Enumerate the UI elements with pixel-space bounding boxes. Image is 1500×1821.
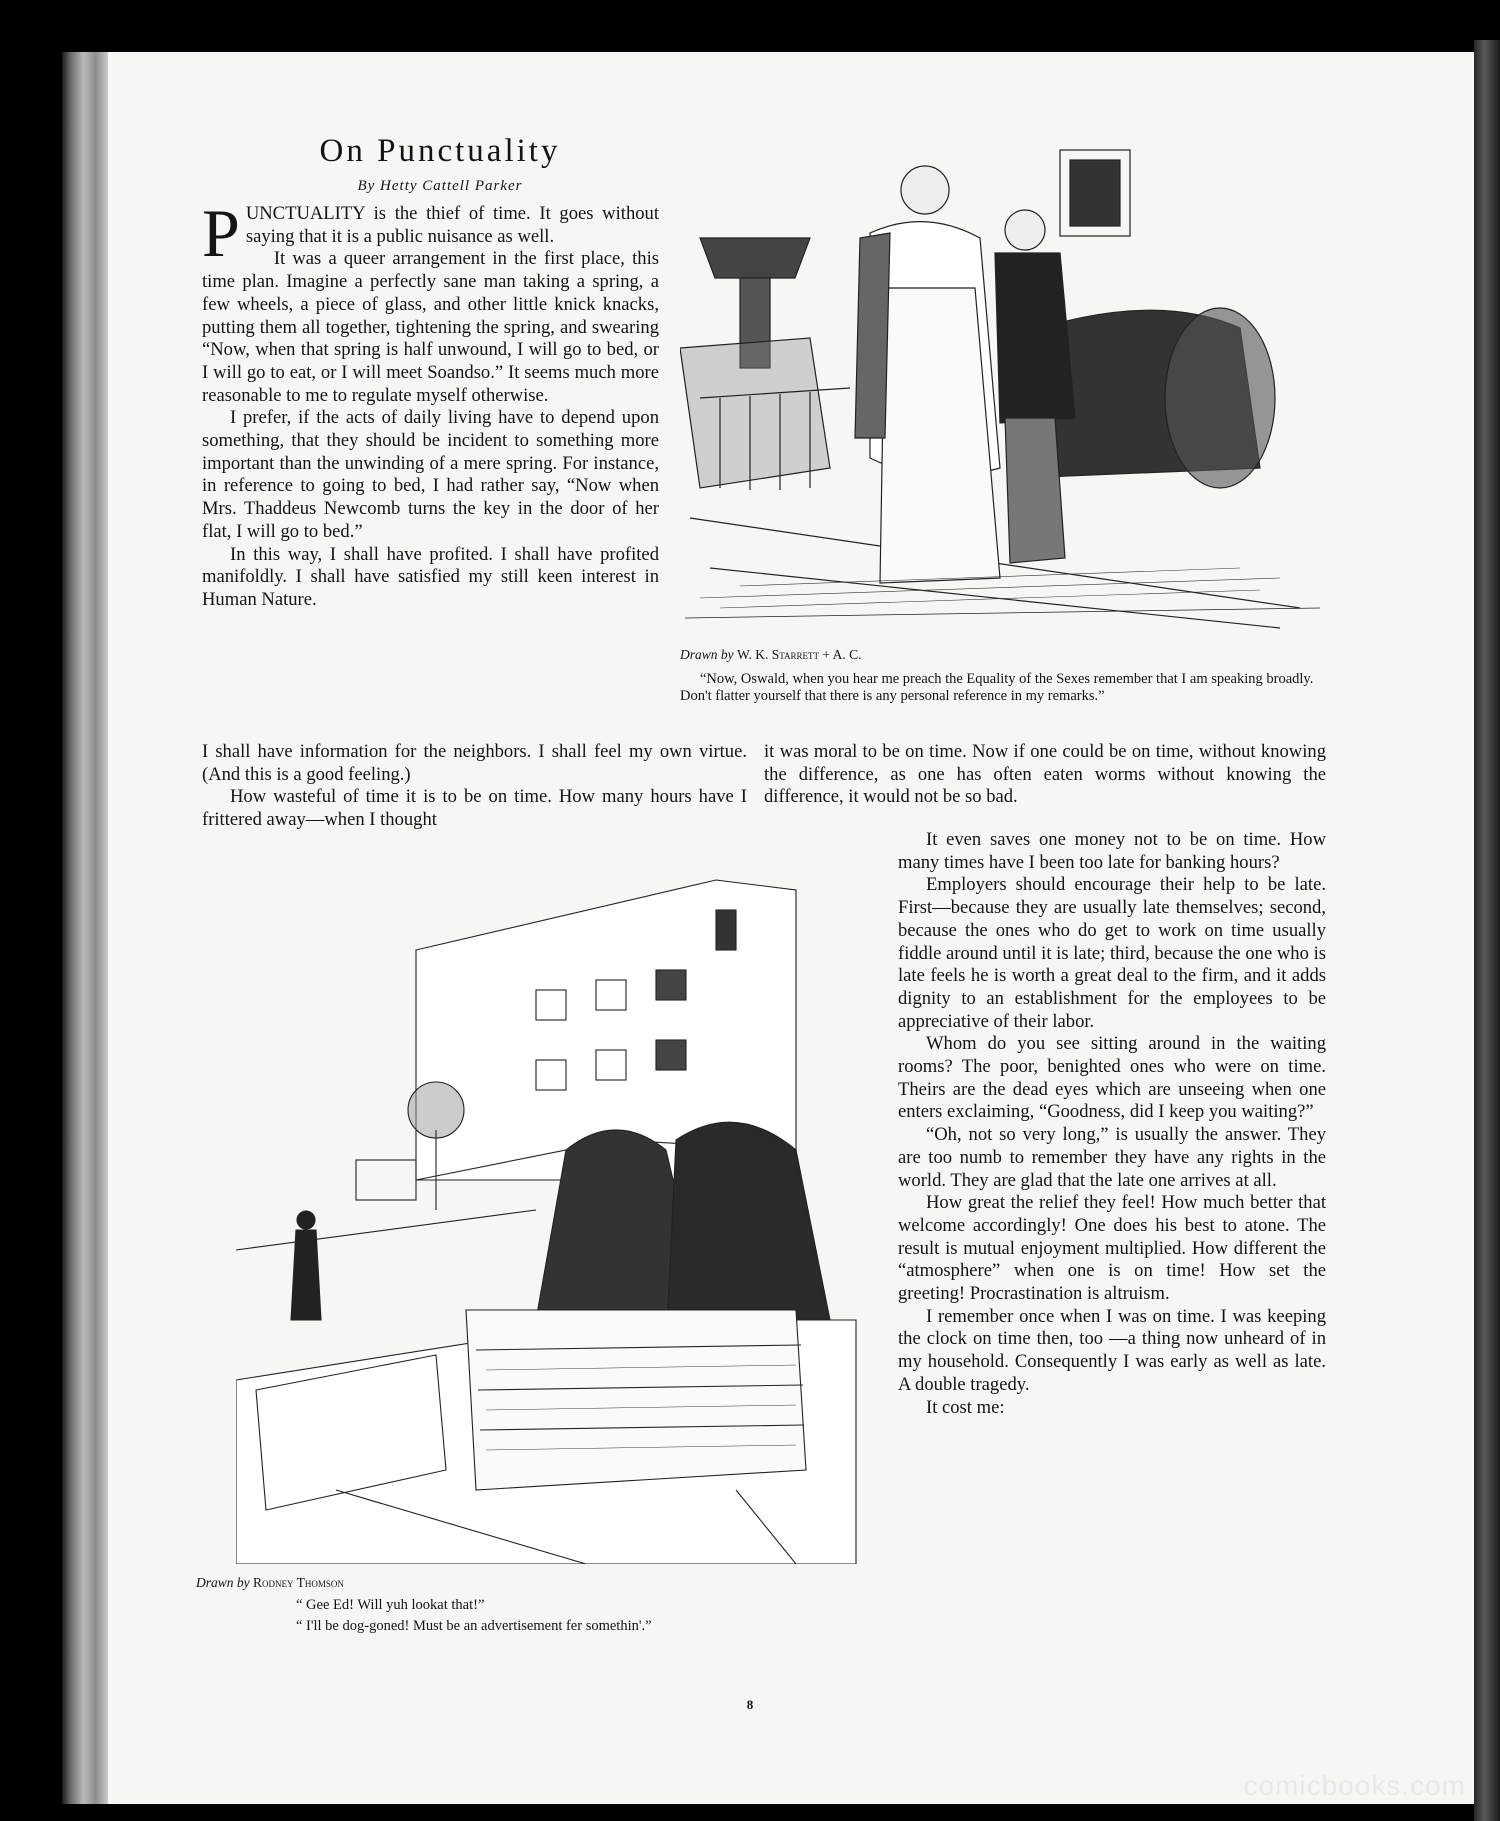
paragraph-10: How great the relief they feel! How much better that welcome accordingly! One does his best to atone. The result is mutual enjoyment multiplied. How different the “atmosphere” when one is on time! How set the greeting! Procrastination is altruism.	[898, 1192, 1326, 1305]
paragraph-1	[202, 195, 659, 271]
illustration-parlor	[680, 138, 1328, 638]
column-left-upper	[202, 195, 659, 612]
credit-prefix: Drawn by	[196, 1575, 250, 1590]
illustration-2-credit	[196, 1575, 496, 1591]
credit-prefix: Drawn by	[680, 647, 734, 662]
site-watermark: comicbooks.com	[1243, 1770, 1466, 1801]
street-drawing	[236, 850, 868, 1564]
paragraph-2: It was a queer arrangement in the first place, this time plan. Imagine a perfectly sane man taking a spring, a few wheels, a piece of glass, and other little knick knacks, putting them all together, tightening the spring, and swearing “Now, when that spring is half unwound, I will go to bed, or I will go to eat, or I will meet Soandso.” It seems much more reasonable to me to regulate myself otherwise.	[202, 248, 659, 406]
article-byline: By Hetty Cattell Parker	[357, 178, 523, 194]
book-binding	[62, 52, 110, 1804]
illustration-2-caption-line-1: “ Gee Ed! Will yuh lookat that!”	[296, 1597, 485, 1613]
paragraph-4a: In this way, I shall have profited. I shall have profited manifoldly. I shall have satisfied my still keen interest in Human Nature.	[202, 543, 659, 610]
illustration-1-caption: “Now, Oswald, when you hear me preach the Equality of the Sexes remember that I am speaking broadly. Don't flatter yourself that there is any personal reference in my remarks.”	[680, 671, 1314, 704]
column-right-upper	[764, 741, 1326, 809]
parlor-drawing	[680, 138, 1328, 638]
paragraph-4b: I shall have information for the neighbors. I shall feel my own virtue. (And this is a good feeling.)	[202, 741, 747, 785]
credit-name: Rodney Thomson	[253, 1575, 344, 1590]
paragraph-8: Whom do you see sitting around in the waiting rooms? The poor, benighted ones who were on time. Theirs are the dead eyes which are unseeing when one enters exclaiming, “Goodness, did I keep you waiting?”	[898, 1033, 1326, 1123]
paragraph-7: Employers should encourage their help to be late. First—because they are usually late themselves; second, because the ones who do get to work on time usually fiddle around until it is late; third, because the one who is late feels he is worth a great deal to the firm, and it adds dignity to an establishment for the employees to be appreciative of their labor.	[898, 874, 1326, 1032]
paragraph-11: I remember once when I was on time. I was keeping the clock on time then, too —a thing now unheard of in my household. Consequently I was early as well as late. A double tragedy.	[898, 1305, 1326, 1395]
paragraph-6: It even saves one money not to be on time. How many times have I been too late for banking hours?	[898, 829, 1326, 873]
drop-cap: P	[202, 195, 240, 271]
credit-name: W. K. Starrett + A. C.	[737, 647, 862, 662]
paragraph-9: “Oh, not so very long,” is usually the answer. They are too numb to remember they have any rights in the world. They are glad that the late one arrives at all.	[898, 1124, 1326, 1191]
paragraph-5-continued: it was moral to be on time. Now if one could be on time, without knowing the difference, as one has often eaten worms without knowing the difference, it would not be so bad.	[764, 741, 1326, 808]
illustration-2-caption-line-2: “ I'll be dog-goned! Must be an advertisement fer somethin'.”	[296, 1618, 652, 1634]
paragraph-3: I prefer, if the acts of daily living have to depend upon something, that they should be incident to something more important than the unwinding of a mere spring. For instance, in reference to going to bed, I had rather say, “Now when Mrs. Thaddeus Newcomb turns the key in the door of her flat, I will go to bed.”	[202, 407, 659, 542]
paragraph-12: It cost me:	[926, 1396, 1005, 1418]
page-number: 8	[746, 1697, 754, 1712]
paragraph-5: How wasteful of time it is to be on time. How many hours have I frittered away—when I thought	[202, 786, 747, 831]
column-right-lower	[898, 829, 1326, 1419]
illustration-1-credit	[680, 647, 980, 663]
column-left-lower	[202, 741, 747, 832]
paragraph-1-text: UNCTUALITY is the thief of time. It goes without saying that it is a public nuisance as well.	[245, 203, 659, 247]
book-edge	[1474, 40, 1500, 1821]
article-title: On Punctuality	[319, 133, 561, 169]
illustration-street-scene	[236, 850, 868, 1564]
